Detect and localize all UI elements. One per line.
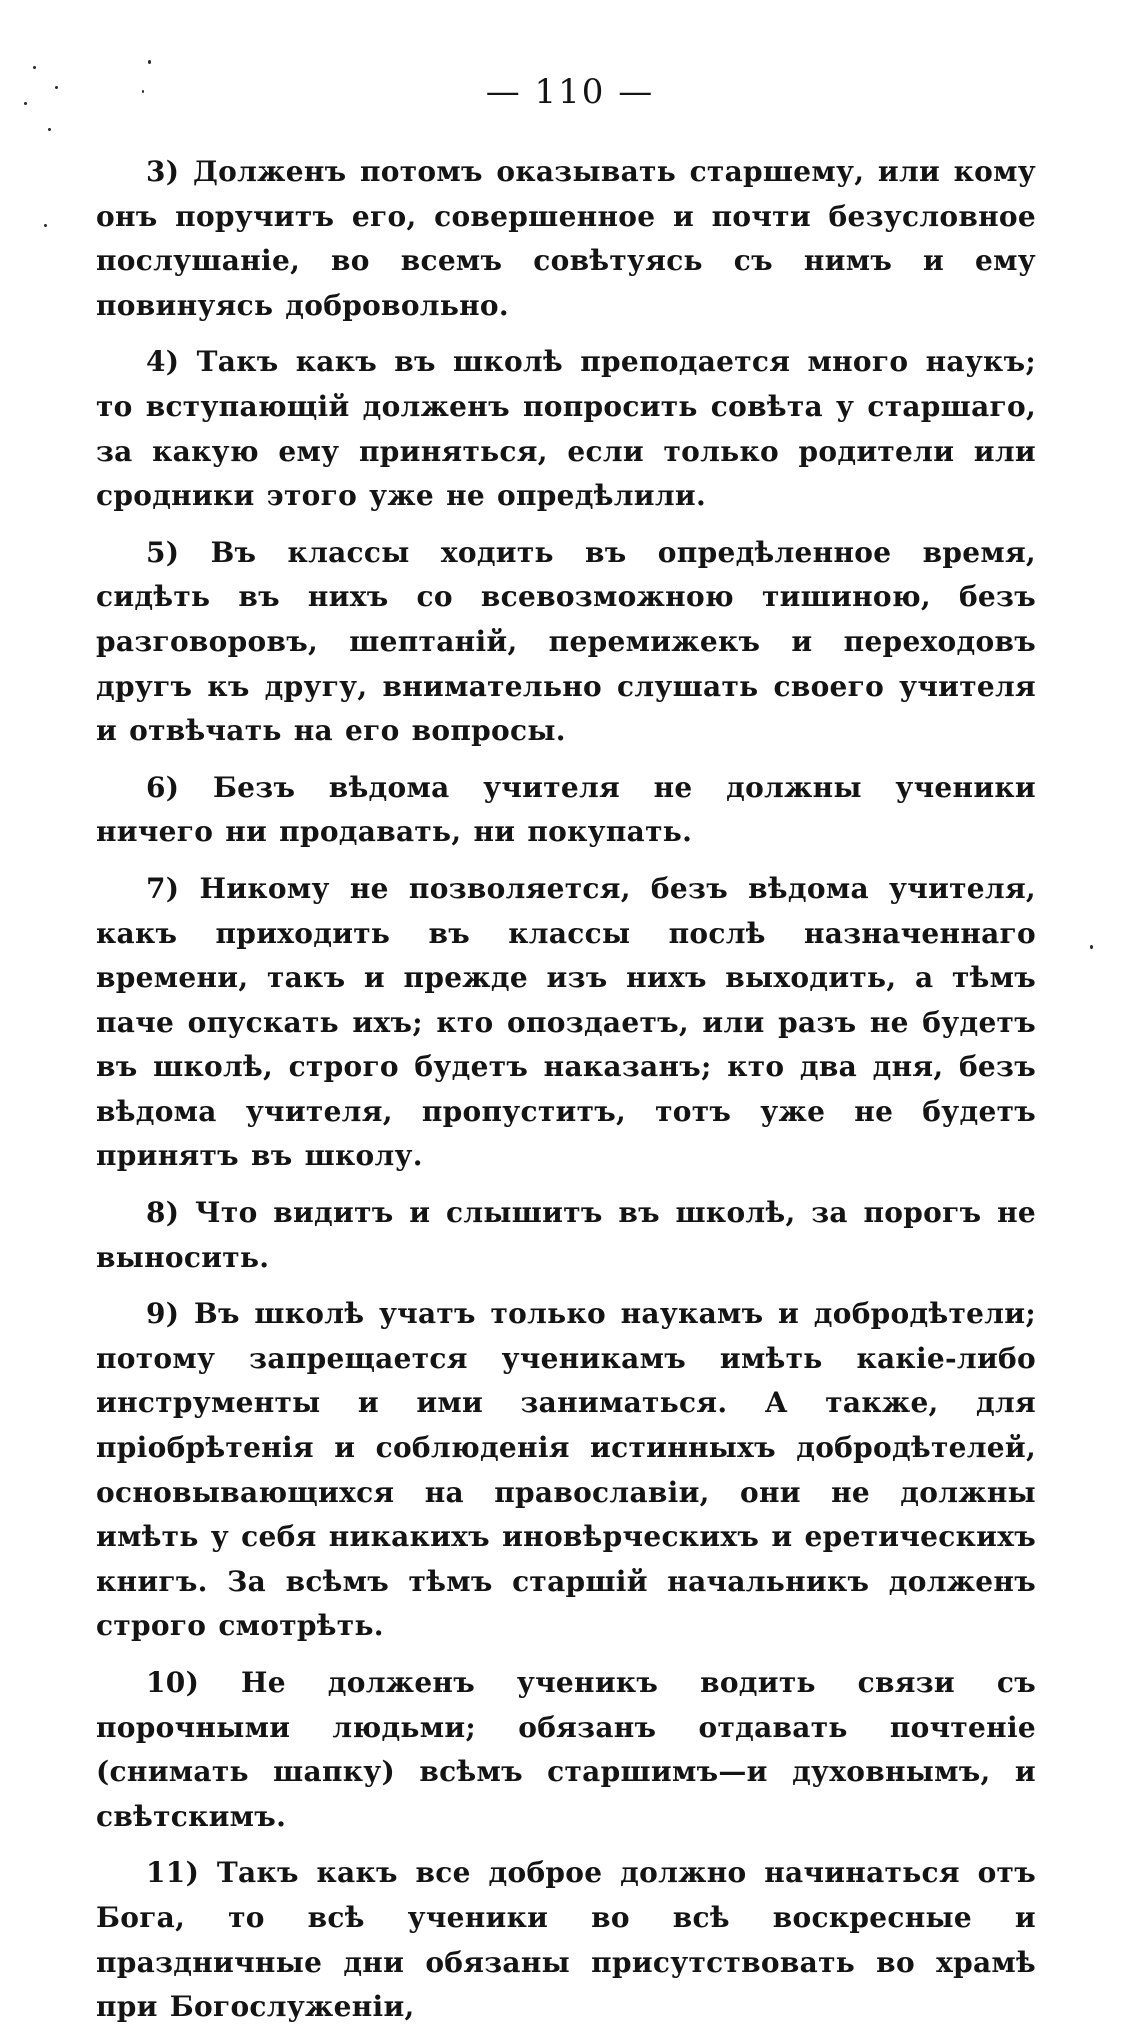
print-speck	[1090, 945, 1093, 949]
paragraph-text: Не долженъ ученикъ водить связи съ порочными людьми; обязанъ отдавать почтеніе (снимать шапку) всѣмъ старшимъ—и духовнымъ, и свѣтскимъ.	[96, 1666, 1036, 1833]
paragraph-9	[96, 1292, 1036, 1649]
item-number: 6)	[146, 770, 180, 804]
item-number: 8)	[146, 1196, 180, 1230]
print-speck	[33, 66, 36, 69]
paragraph-text: Никому не позволяется, безъ вѣдома учителя, какъ приходить въ классы послѣ назначеннаго времени, такъ и прежде изъ нихъ выходить, а тѣмъ паче опускать ихъ; кто опоздаетъ, или разъ не будетъ въ школѣ, строго будетъ наказанъ; кто два дня, безъ вѣдома учителя, пропуститъ, тотъ уже не будетъ принятъ въ школу.	[96, 871, 1036, 1173]
print-speck	[48, 128, 51, 131]
paragraph-7	[96, 867, 1036, 1179]
print-speck	[44, 224, 47, 227]
print-speck	[148, 60, 151, 64]
paragraph-text: Долженъ потомъ оказывать старшему, или кому онъ поручитъ его, совершенное и почти безусловное послушаніе, во всемъ совѣтуясь съ нимъ и ему повинуясь добровольно.	[96, 155, 1036, 322]
paragraph-6	[96, 766, 1036, 855]
item-number: 11)	[146, 1856, 200, 1890]
body-text	[96, 150, 1036, 2042]
item-number: 10)	[146, 1666, 200, 1699]
paragraph-text: Такъ какъ въ школѣ преподается много наукъ; то вступающій долженъ попросить совѣта у старшаго, за какую ему приняться, если только родители или сродники этого уже не опредѣлили.	[96, 345, 1036, 513]
paragraph-11	[96, 1851, 1036, 2029]
item-number: 3)	[146, 155, 180, 188]
paragraph-text: Въ школѣ учатъ только наукамъ и добродѣтели; потому запрещается ученикамъ имѣть какіе-либо инструменты и ими заниматься. А также, для пріобрѣтенія и соблюденія истинныхъ добродѣтелей, основывающихся на православіи, они не должны имѣть у себя никакихъ иновѣрческихъ и еретическихъ книгъ. За всѣмъ тѣмъ старшій начальникъ долженъ строго смотрѣть.	[96, 1297, 1036, 1643]
paragraph-text: Въ классы ходить въ опредѣленное время, сидѣть въ нихъ со всевозможною тишиною, безъ разговоровъ, шептаній, перемижекъ и переходовъ другъ къ другу, внимательно слушать своего учителя и отвѣчать на его вопросы.	[96, 535, 1036, 748]
item-number: 4)	[146, 345, 180, 379]
page-number: — 110 —	[485, 72, 655, 112]
paragraph-text: Что видитъ и слышитъ въ школѣ, за порогъ не выносить.	[96, 1196, 1036, 1274]
paragraph-10	[96, 1661, 1036, 1839]
paragraph-3	[96, 150, 1036, 328]
paragraph-text: Безъ вѣдома учителя не должны ученики ничего ни продавать, ни покупать.	[96, 770, 1036, 849]
paragraph-text: Такъ какъ все доброе должно начинаться отъ Бога, то всѣ ученики во всѣ воскресные и праздничные дни обязаны присутствовать во храмѣ при Богослуженіи,	[96, 1856, 1036, 2024]
item-number: 5)	[146, 535, 180, 569]
paragraph-5	[96, 531, 1036, 754]
item-number: 9)	[146, 1297, 180, 1331]
paragraph-4	[96, 340, 1036, 518]
item-number: 7)	[146, 871, 180, 905]
paragraph-8	[96, 1191, 1036, 1280]
